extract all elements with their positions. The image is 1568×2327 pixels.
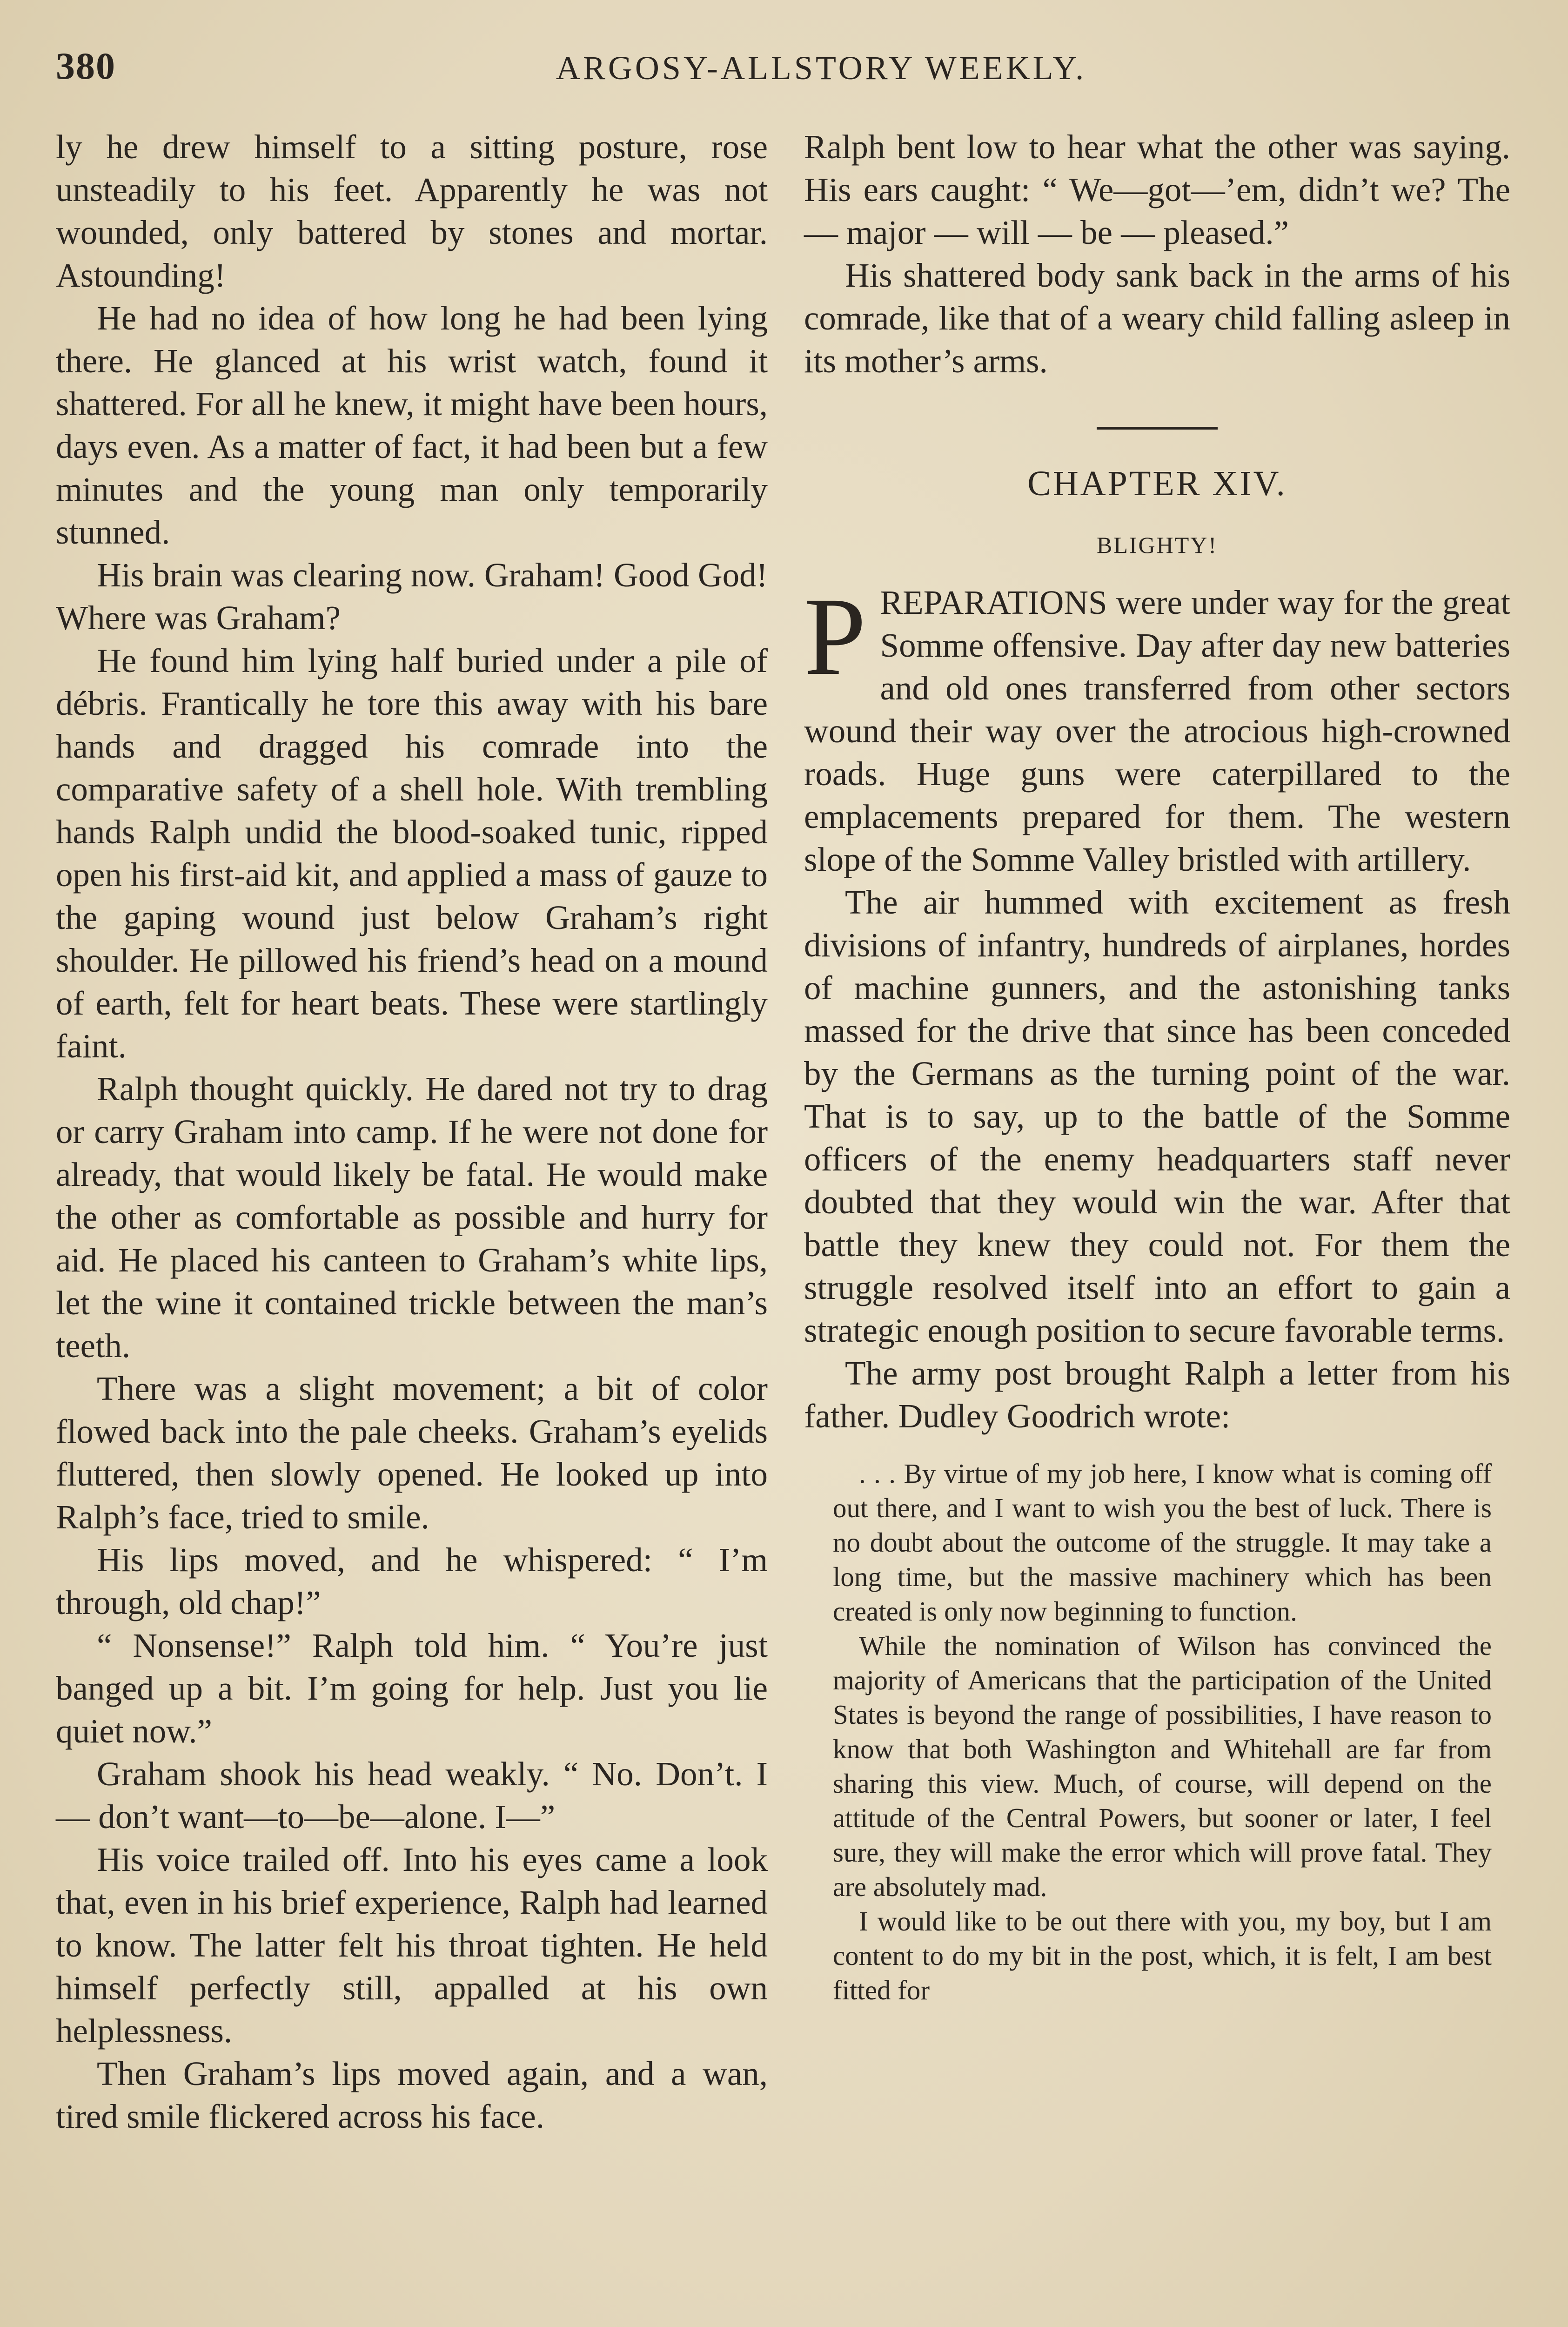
drop-cap: P (804, 574, 866, 698)
page-header (56, 44, 1512, 95)
page-number: 380 (56, 45, 116, 87)
paragraph: There was a slight movement; a bit of color flowed back into the pale cheeks. Graham’s eyelids fluttered, then slowly opened. He looked up into Ralph’s face, tried to smile. (56, 1370, 768, 1536)
right-column (804, 126, 1510, 2007)
chapter-title: CHAPTER XIV. (1027, 464, 1287, 503)
paragraph: His brain was clearing now. Graham! Good God! Where was Graham? (56, 556, 768, 637)
section-divider (1097, 427, 1218, 430)
paragraph: His voice trailed off. Into his eyes came a look that, even in his brief experience, Ralph had learned to know. The latter felt his throat tighten. He held himself perfectly still, appalled at his own helplessness. (56, 1841, 768, 2050)
running-head: ARGOSY-ALLSTORY WEEKLY. (556, 49, 1087, 87)
left-column (56, 126, 768, 2138)
paragraph: Graham shook his head weakly. “ No. Don’t. I — don’t want—to—be—alone. I—” (56, 1755, 768, 1836)
letter-paragraph: While the nomination of Wilson has convinced the majority of Americans that the participation of the United States is beyond the range of possibilities, I have reason to know that both Washington and Whitehall are far from sharing this view. Much, of course, will depend on the attitude of the Central Powers, but sooner or later, I feel sure, they will make the error which will prove fatal. They are absolutely mad. (833, 1630, 1492, 1902)
chapter-subtitle: BLIGHTY! (1096, 532, 1218, 558)
letter-paragraph: I would like to be out there with you, my boy, but I am content to do my bit in the post, which, it is felt, I am best fitted for (833, 1906, 1492, 2005)
paragraph: The air hummed with excitement as fresh divisions of infantry, hundreds of airplanes, hordes of machine gunners, and the astonishing tanks massed for the drive that since has been conceded by the Germans as the turning point of the war. That is to say, up to the battle of the Somme officers of the enemy headquarters staff never doubted that they would win the war. After that battle they knew they could not. For them the struggle resolved itself into an effort to gain a strategic enough position to secure favorable terms. (804, 883, 1510, 1349)
paragraph: His shattered body sank back in the arms of his comrade, like that of a weary child falling asleep in its mother’s arms. (804, 256, 1510, 380)
paragraph: Ralph thought quickly. He dared not try to drag or carry Graham into camp. If he were not done for already, that would likely be fatal. He would make the other as comfortable as possible and hurry for aid. He placed his canteen to Graham’s white lips, let the wine it contained trickle between the man’s teeth. (56, 1070, 768, 1365)
paragraph: ly he drew himself to a sitting posture, rose unsteadily to his feet. Apparently he was not wounded, only battered by stones and mortar. Astounding! (56, 128, 768, 294)
paragraph: He had no idea of how long he had been lying there. He glanced at his wrist watch, found it shattered. For all he knew, it might have been hours, days even. As a matter of fact, it had been but a few minutes and the young man only temporarily stunned. (56, 299, 768, 551)
paragraph: He found him lying half buried under a pile of débris. Frantically he tore this away with his bare hands and dragged his comrade into the comparative safety of a shell hole. With trembling hands Ralph undid the blood-soaked tunic, ripped open his first-aid kit, and applied a mass of gauze to the gaping wound just below Graham’s right shoulder. He pillowed his friend’s head on a mound of earth, felt for heart beats. These were startlingly faint. (56, 642, 768, 1065)
paragraph: Then Graham’s lips moved again, and a wan, tired smile flickered across his face. (56, 2055, 768, 2135)
chapter-opening-paragraph (804, 574, 1510, 881)
paragraph: The army post brought Ralph a letter from his father. Dudley Goodrich wrote: (804, 1354, 1510, 1435)
paragraph: His lips moved, and he whispered: “ I’m through, old chap!” (56, 1541, 768, 1621)
letter-paragraph: . . . By virtue of my job here, I know what is coming off out there, and I want to wish you the best of luck. There is no doubt about the outcome of the struggle. It may take a long time, but the massive machinery which has been created is only now beginning to function. (833, 1458, 1492, 1627)
paragraph: “ Nonsense!” Ralph told him. “ You’re just banged up a bit. I’m going for help. Just you lie quiet now.” (56, 1627, 768, 1750)
quoted-letter (833, 1456, 1492, 2007)
paragraph: Ralph bent low to hear what the other was saying. His ears caught: “ We—got—’em, didn’t we? The — major — will — be — pleased.” (804, 128, 1510, 251)
opening-text: REPARATIONS were under way for the great Somme offensive. Day after day new batteries and old ones transferred from other sectors wound their way over the atrocious high-crowned roads. Huge guns were caterpillared to the emplacements prepared for them. The western slope of the Somme Valley bristled with artillery. (804, 584, 1510, 878)
